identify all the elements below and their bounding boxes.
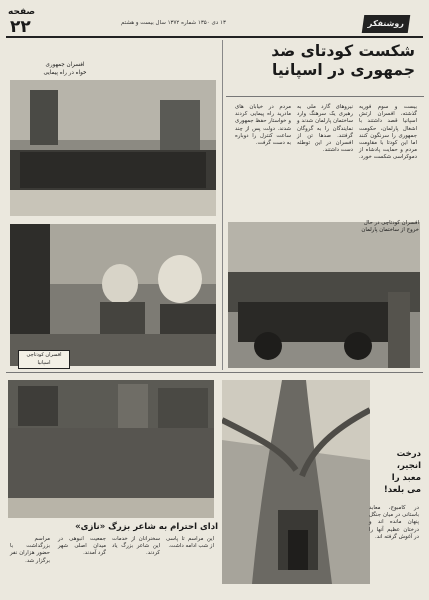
tree-article-title	[375, 448, 421, 496]
article-column: جمعیت انبوهی در میدان اصلی شهر گرد آمدند.	[58, 536, 106, 557]
article-column: مراسم بزرگداشت با حضور هزاران نفر برگزار شد.	[10, 536, 50, 564]
article-column: در کامبوج، معابد باستانی در میان جنگل پنهان مانده اند و درختان عظیم آنها را در آغوش گرفته اند.	[369, 505, 419, 540]
tree-title-line-1: درخت انجیر،	[396, 449, 421, 471]
issue-line: ۱۳ دی ۱۳۵۰ شماره ۱۳۷۲ سال بیست و هشتم	[121, 20, 226, 26]
bottom-headline: ادای احترام به شاعر بزرگ «نازی»	[75, 522, 218, 532]
column-divider	[222, 40, 223, 370]
headline-divider	[226, 96, 424, 97]
article-column: بیست و سوم فوریه گذشته، افسران ارتش اسپانیا قصد داشتند با اشغال پارلمان، حکومت جمهوری را سرنگون کنند اما این کودتا با مقاومت مردم و حمایت پادشاه از دموکراسی شکست خورد.	[359, 104, 417, 161]
page-label: صفحه	[8, 7, 36, 17]
publication-logo: روشنفکر	[362, 15, 411, 33]
article-column: سخنرانان از خدمات این شاعر بزرگ یاد کردند.	[112, 536, 160, 557]
headline-line-1: شکست کودتای ضد	[271, 42, 415, 60]
article-column: مردم در خیابان های مادرید راه پیمایی کردند و خواستار حفظ جمهوری شدند. دولت پس از چند ساعت کنترل را دوباره به دست گرفت.	[235, 104, 291, 147]
article-column: نیروهای گارد ملی به رهبری یک سرهنگ وارد ساختمان پارلمان شدند و نمایندگان را به گروگان گرفتند. صدها تن از افسران در این توطئه دست داشتند.	[297, 104, 353, 154]
firetruck-photo	[228, 222, 420, 368]
page-number: ۲۲	[10, 17, 31, 37]
main-headline	[205, 42, 415, 80]
article-column: این مراسم تا پاسی از شب ادامه داشت.	[166, 536, 214, 550]
officers-photo	[10, 224, 216, 366]
headline-line-2: جمهوری در اسپانیا	[272, 61, 415, 79]
page-header	[6, 6, 423, 38]
section-divider	[6, 372, 423, 373]
parade-photo	[10, 80, 216, 216]
parade-photo-caption: افسران جمهوری خواه در راه پیمایی	[43, 62, 87, 76]
firetruck-caption: افسران کودتاچی در حال خروج از ساختمان پارلمان	[361, 220, 419, 233]
tree-temple-photo	[222, 380, 370, 584]
tree-title-line-2: معبد را می بلعد!	[383, 473, 421, 495]
officers-photo-caption: افسران کودتاچی اسپانیا	[18, 350, 70, 369]
crowd-photo	[8, 380, 214, 518]
